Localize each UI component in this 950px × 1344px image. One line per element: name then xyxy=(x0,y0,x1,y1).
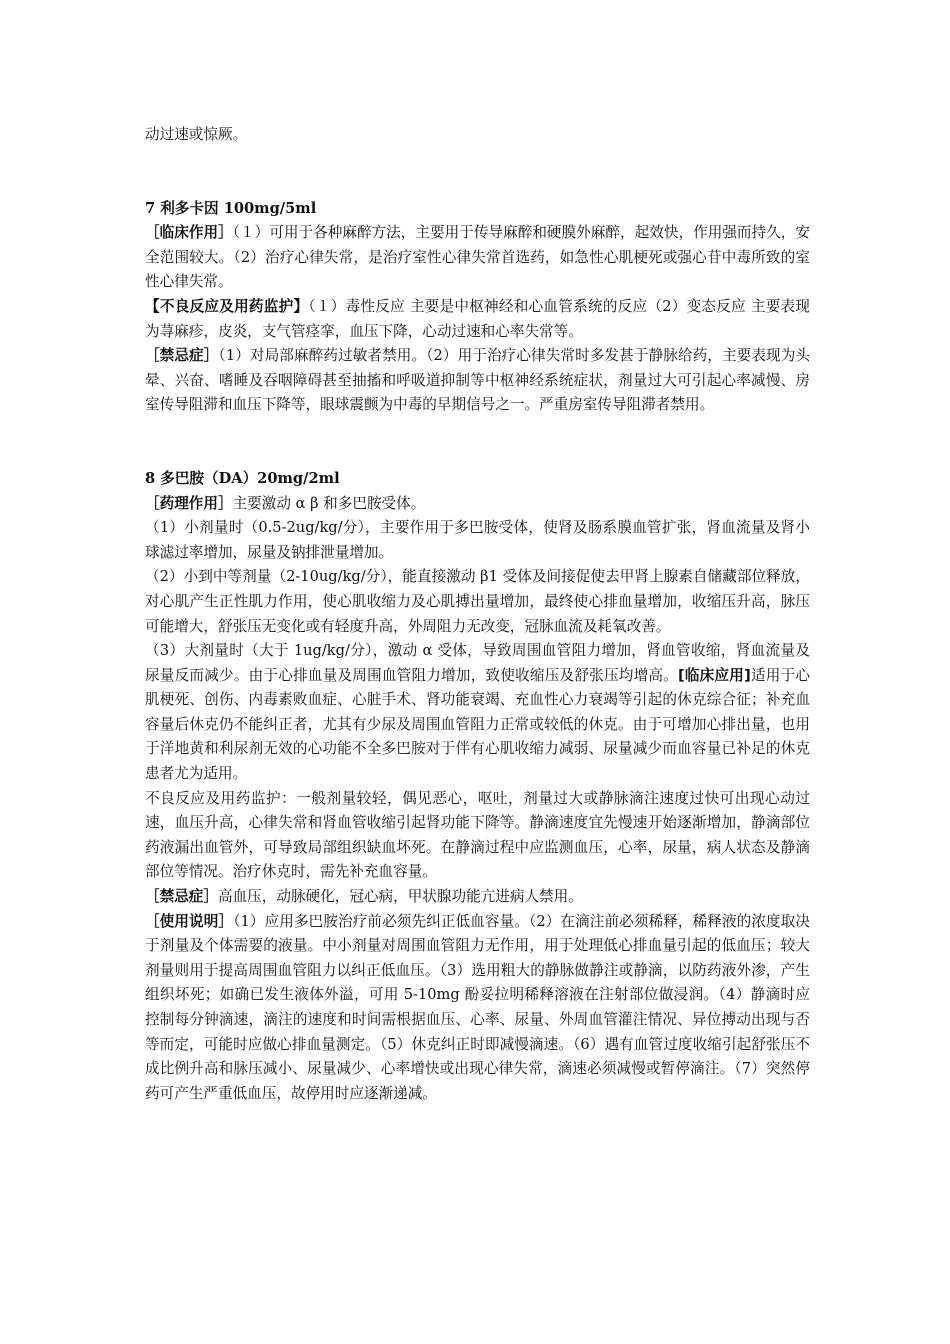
high-dose-text: （3）大剂量时（大于 1ug/kg/分），激动 α 受体，导致周围血管阻力增加，肾血管收缩，肾血流量及尿量反而减少。由于心排血量及周围血管阻力增加，致使收缩压及舒张压均增高。 xyxy=(145,642,810,684)
section-dopamine xyxy=(145,467,810,1106)
section-gap xyxy=(145,418,810,467)
adverse-reactions-label: 【不良反应及用药监护】 xyxy=(145,297,309,315)
low-dose-paragraph: （1）小剂量时（0.5-2ug/kg/分），主要作用于多巴胺受体，使肾及肠系膜血管扩张，肾血流量及肾小球滤过率增加，尿量及钠排泄量增加。 xyxy=(145,519,810,561)
clinical-effect-text: （１）可用于各种麻醉方法，主要用于传导麻醉和硬膜外麻醉，起效快，作用强而持久，安全范围较大。（2）治疗心律失常，是治疗室性心律失常首选药，如急性心肌梗死或强心苷中毒所致的室性心律失常。 xyxy=(145,224,810,291)
section-title: 8 多巴胺（DA）20mg/2ml xyxy=(145,469,340,487)
contraindications-text: 高血压，动脉硬化，冠心病，甲状腺功能亢进病人禁用。 xyxy=(217,888,583,906)
high-dose-paragraph xyxy=(145,639,810,787)
clinical-use-label: [临床应用] xyxy=(677,666,751,684)
usage-notes-paragraph xyxy=(145,910,810,1107)
contraindications-text: （1）对局部麻醉药过敏者禁用。（2）用于治疗心律失常时多发甚于静脉给药，主要表现为头晕、兴奋、嗜睡及吞咽障碍甚至抽搐和呼吸道抑制等中枢神经系统症状，剂量过大可引起心率减慢、房室传导阻滞和血压下降等，眼球震颤为中毒的早期信号之一。严重房室传导阻滞者禁用。 xyxy=(145,347,810,414)
continuation-line xyxy=(145,123,810,148)
continuation-text: 动过速或惊厥。 xyxy=(145,126,248,143)
pharmacology-label: ［药理作用］ xyxy=(145,494,233,512)
pharmacology-paragraph xyxy=(145,492,810,517)
document-page xyxy=(145,123,810,1106)
contraindications-paragraph xyxy=(145,885,810,910)
clinical-effect-paragraph xyxy=(145,221,810,295)
clinical-effect-label: ［临床作用］ xyxy=(145,224,233,242)
adverse-reactions-paragraph xyxy=(145,295,810,344)
contraindications-label: ［禁忌症］ xyxy=(145,888,218,906)
usage-notes-label: ［使用说明］ xyxy=(145,912,234,930)
medium-dose-paragraph: （2）小到中等剂量（2-10ug/kg/分），能直接激动 β1 受体及间接促使去甲肾上腺素自储藏部位释放，对心肌产生正性肌力作用，使心肌收缩力及心肌搏出量增加，最终使心排血量增加，收缩压升高，脉压可能增大，舒张压无变化或有轻度升高，外周阻力无改变，冠脉血流及耗氧改善。 xyxy=(145,568,810,635)
section-lidocaine xyxy=(145,197,810,418)
contraindications-paragraph xyxy=(145,344,810,418)
section-title: 7 利多卡因 100mg/5ml xyxy=(145,199,317,217)
contraindications-label: ［禁忌症］ xyxy=(145,347,219,365)
section-gap xyxy=(145,148,810,197)
usage-notes-text: （1）应用多巴胺治疗前必须先纠正低血容量。（2）在滴注前必须稀释，稀释液的浓度取决于剂量及个体需要的液量。中小剂量对周围血管阻力无作用，用于处理低心排血量引起的低血压；较大剂量则用于提高周围血管阻力以纠正低血压。（3）选用粗大的静脉做静注或静滴，以防药液外渗，产生组织坏死；如确已发生液体外溢，可用 5-10mg 酚妥拉明稀释溶液在注射部位做浸润。（4）静滴时应控制每分钟滴速，滴注的速度和时间需根据血压、心率、尿量、外周血管灌注情况、异位搏动出现与否等而定，可能时应做心排血量测定。（5）休克纠正时即减慢滴速。（6）遇有血管过度收缩引起舒张压不成比例升高和脉压减小、尿量减少、心率增快或出现心律失常，滴速必须减慢或暂停滴注。（7）突然停药可产生严重低血压，故停用时应逐渐递减。 xyxy=(145,912,810,1102)
clinical-use-text: 适用于心肌梗死、创伤、内毒素败血症、心脏手术、肾功能衰竭、充血性心力衰竭等引起的休克综合征；补充血容量后休克仍不能纠正者，尤其有少尿及周围血管阻力正常或较低的休克。由于可增加心排出量，也用于洋地黄和利尿剂无效的心功能不全多巴胺对于伴有心肌收缩力减弱、尿量减少而血容量已补足的休克患者尤为适用。 xyxy=(145,666,810,783)
pharmacology-text: 主要激动 α β 和多巴胺受体。 xyxy=(232,494,426,512)
adverse-reactions-text: （１）毒性反应 主要是中枢神经和心血管系统的反应（2）变态反应 主要表现为荨麻疹，皮炎，支气管痉挛，血压下降，心动过速和心率失常等。 xyxy=(145,297,810,340)
adverse-reactions-paragraph: 不良反应及用药监护：一般剂量较轻，偶见恶心，呕吐，剂量过大或静脉滴注速度过快可出现心动过速，血压升高，心律失常和肾血管收缩引起肾功能下降等。静滴速度宜先慢速开始逐渐增加，静滴部位药液漏出血管外，可导致局部组织缺血坏死。在静滴过程中应监测血压，心率，尿量，病人状态及静滴部位等情况。治疗休克时，需先补充血容量。 xyxy=(145,789,810,881)
